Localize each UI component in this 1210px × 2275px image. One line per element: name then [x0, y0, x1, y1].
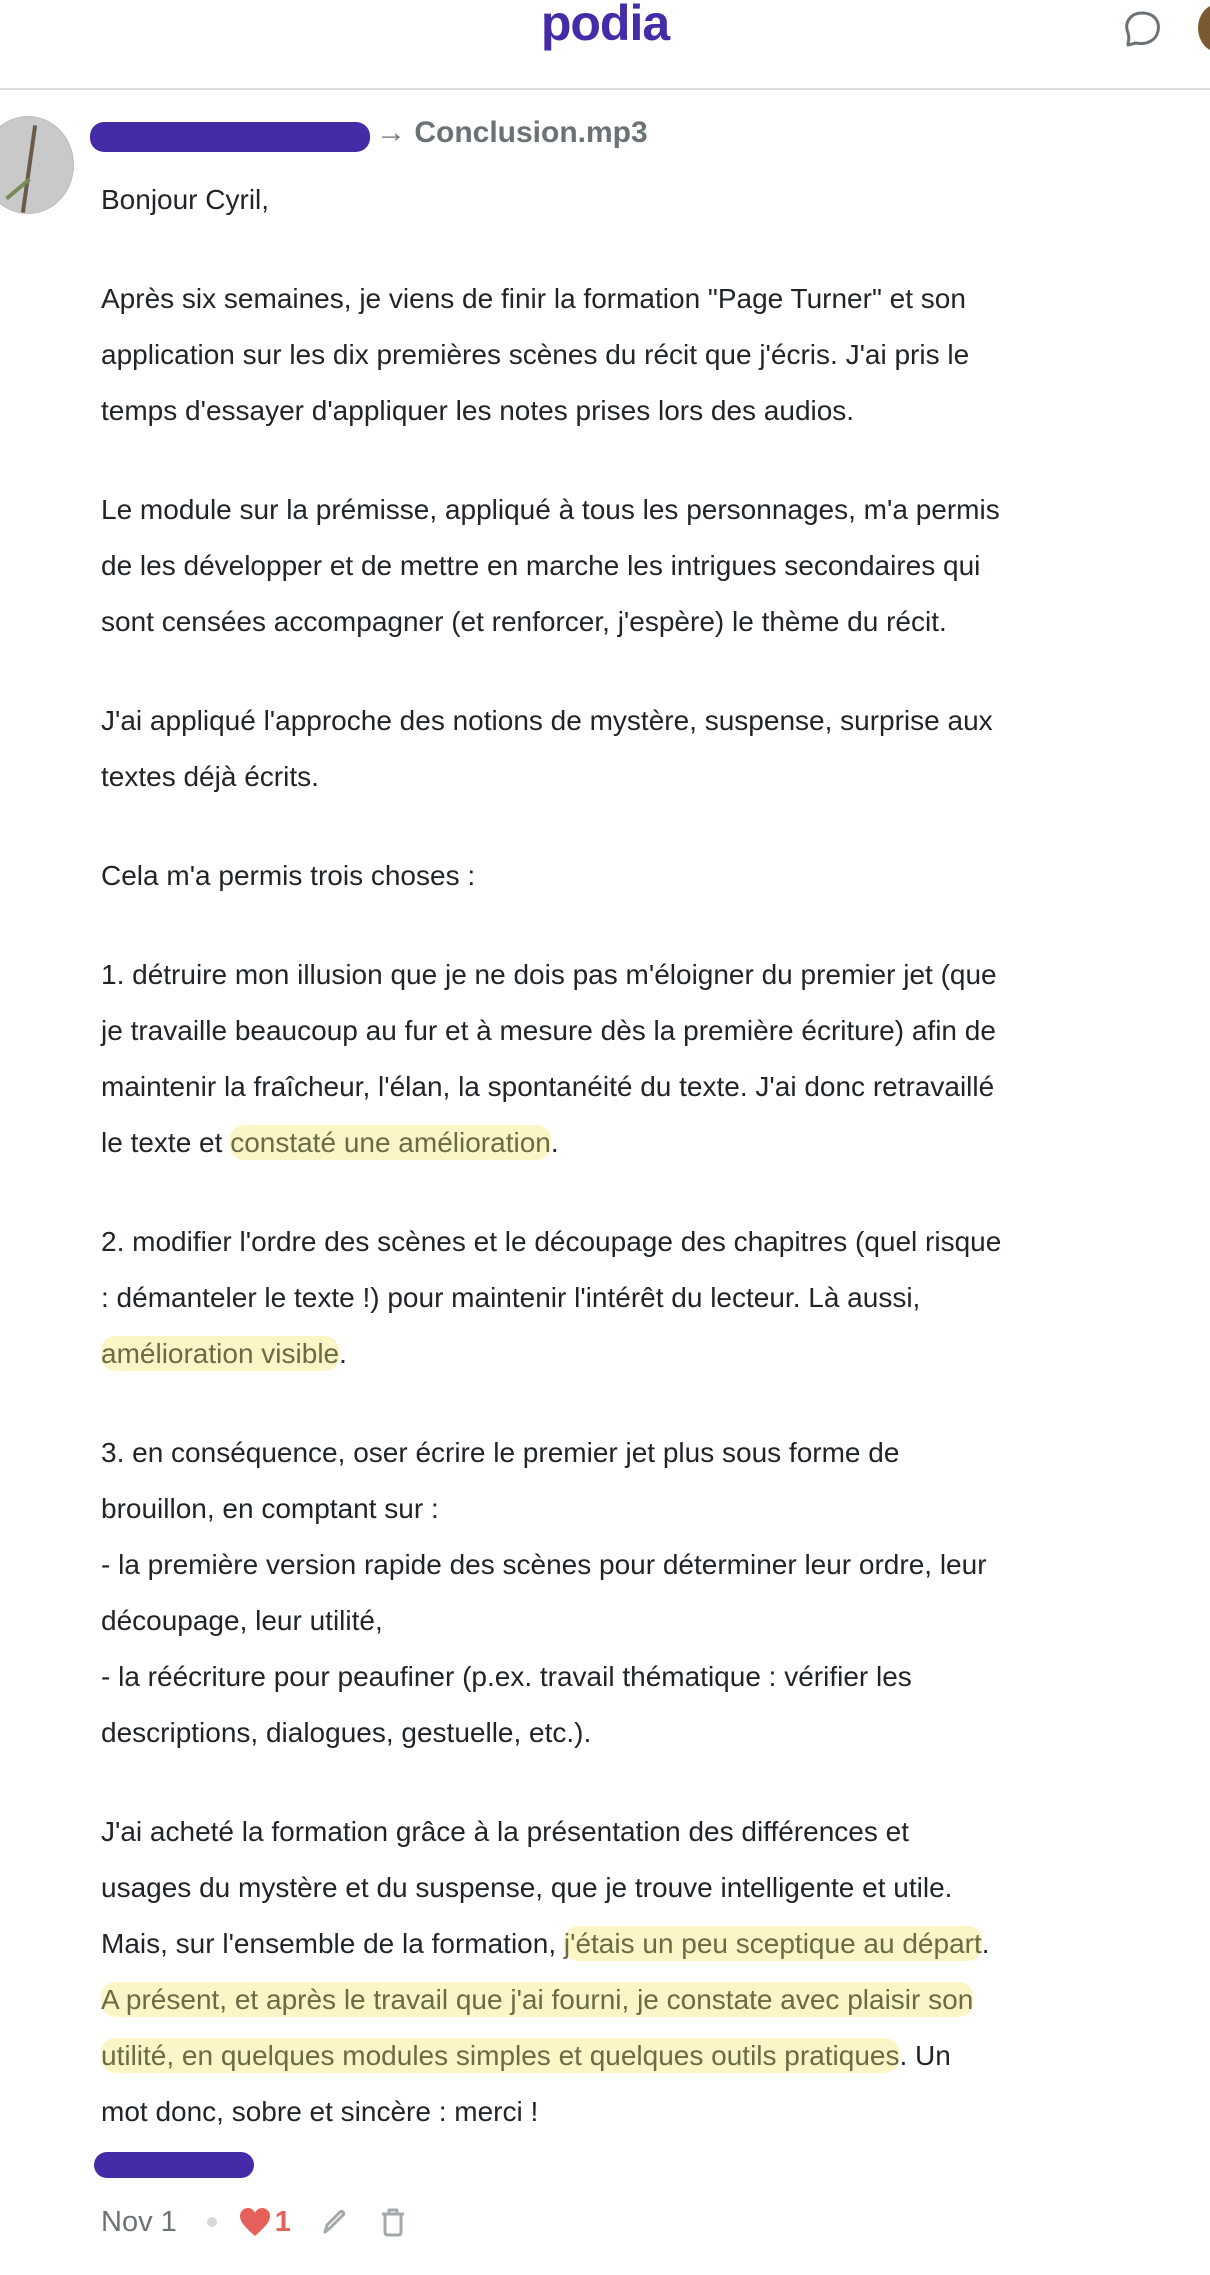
heart-icon [239, 2207, 271, 2237]
chat-bubble-icon[interactable] [1120, 7, 1164, 51]
text-line [101, 1804, 1206, 1860]
text-line [101, 1425, 1206, 1481]
text-segment: 3. en conséquence, oser écrire le premier jet plus sous forme de [101, 1437, 900, 1468]
text-segment: je travaille beaucoup au fur et à mesure dès la première écriture) afin de [101, 1015, 996, 1046]
text-segment: - la réécriture pour peaufiner (p.ex. travail thématique : vérifier les [101, 1661, 912, 1692]
trash-icon [379, 2207, 407, 2237]
post-body [101, 172, 1206, 2183]
text-segment: maintenir la fraîcheur, l'élan, la spontanéité du texte. J'ai donc retravaillé [101, 1071, 995, 1102]
text-line [101, 594, 1206, 650]
text-line [101, 1649, 1206, 1705]
highlighted-text[interactable]: constaté une amélioration [230, 1127, 551, 1158]
text-segment: . [981, 1928, 990, 1959]
like-button[interactable] [239, 2206, 291, 2239]
text-line [101, 749, 1206, 805]
text-segment: J'ai appliqué l'approche des notions de mystère, suspense, surprise aux [101, 705, 993, 736]
separator-dot [207, 2217, 217, 2227]
highlighted-text[interactable]: j'étais un peu sceptique au départ [563, 1928, 982, 1959]
text-segment: J'ai acheté la formation grâce à la présentation des différences et [101, 1816, 909, 1847]
post-paragraph [101, 947, 1206, 1171]
edit-button[interactable] [321, 2208, 349, 2236]
delete-button[interactable] [379, 2207, 407, 2237]
text-line [101, 1593, 1206, 1649]
text-segment: application sur les dix premières scènes du récit que j'écris. J'ai pris le [101, 339, 970, 370]
highlighted-text[interactable]: A présent, et après le travail que j'ai fourni, je constate avec plaisir son [101, 1984, 974, 2015]
text-segment: textes déjà écrits. [101, 761, 319, 792]
text-line [101, 538, 1206, 594]
text-segment: Bonjour Cyril, [101, 184, 270, 215]
text-segment: brouillon, en comptant sur : [101, 1493, 439, 1524]
text-line [101, 1481, 1206, 1537]
text-line [101, 2028, 1206, 2084]
text-line [101, 1214, 1206, 1270]
highlighted-text[interactable]: utilité, en quelques modules simples et quelques outils pratiques [101, 2040, 900, 2071]
text-line [101, 1115, 1206, 1171]
post-paragraph [101, 1214, 1206, 1382]
post-paragraph [101, 693, 1206, 805]
text-segment: Cela m'a permis trois choses : [101, 860, 476, 891]
text-segment: mot donc, sobre et sincère : merci ! [101, 2096, 539, 2127]
post-date: Nov 1 [101, 2205, 177, 2238]
text-segment: Après six semaines, je viens de finir la formation "Page Turner" et son [101, 283, 966, 314]
highlighted-text[interactable]: amélioration visible [101, 1338, 340, 1369]
text-line [101, 1972, 1206, 2028]
text-line [101, 693, 1206, 749]
text-line [101, 1916, 1206, 1972]
post-paragraph [101, 271, 1206, 439]
post-paragraph [101, 172, 1206, 228]
text-segment: de les développer et de mettre en marche les intrigues secondaires qui [101, 550, 981, 581]
text-line [101, 947, 1206, 1003]
text-line [101, 2084, 1206, 2140]
text-line [101, 1059, 1206, 1115]
text-segment: Mais, sur l'ensemble de la formation, [101, 1928, 564, 1959]
post-paragraph [101, 848, 1206, 904]
text-line [101, 482, 1206, 538]
text-segment: 2. modifier l'ordre des scènes et le découpage des chapitres (quel risque [101, 1226, 1002, 1257]
text-segment: sont censées accompagner (et renforcer, j'espère) le thème du récit. [101, 606, 947, 637]
top-header [0, 0, 1210, 90]
pencil-icon [321, 2208, 349, 2236]
signature-redacted [94, 2152, 254, 2178]
text-line [101, 327, 1206, 383]
text-segment: . [550, 1127, 559, 1158]
text-line [101, 172, 1206, 228]
author-name-redacted [90, 122, 370, 152]
text-line [101, 848, 1206, 904]
post-paragraph [101, 1804, 1206, 2140]
text-segment: . [339, 1338, 347, 1369]
text-line [101, 1003, 1206, 1059]
text-segment: découpage, leur utilité, [101, 1605, 383, 1636]
text-line [101, 1705, 1206, 1761]
podia-logo[interactable]: podia [540, 0, 670, 51]
text-segment: : démanteler le texte !) pour maintenir l'intérêt du lecteur. Là aussi, [101, 1282, 921, 1313]
post-target-link[interactable]: → Conclusion.mp3 [376, 116, 648, 149]
text-segment: - la première version rapide des scènes pour déterminer leur ordre, leur [101, 1549, 987, 1580]
text-line [101, 1860, 1206, 1916]
text-segment: . Un [899, 2040, 951, 2071]
post-footer [101, 2200, 407, 2244]
text-line [101, 1326, 1206, 1382]
author-avatar[interactable] [0, 116, 74, 214]
text-segment: Le module sur la prémisse, appliqué à tous les personnages, m'a permis [101, 494, 1000, 525]
text-segment: temps d'essayer d'appliquer les notes prises lors des audios. [101, 395, 855, 426]
text-segment: 1. détruire mon illusion que je ne dois pas m'éloigner du premier jet (que [101, 959, 997, 990]
text-line [101, 1537, 1206, 1593]
post-paragraph [101, 1425, 1206, 1761]
text-segment: le texte et [101, 1127, 231, 1158]
post-paragraph [101, 482, 1206, 650]
text-line [101, 383, 1206, 439]
text-line [101, 271, 1206, 327]
text-segment: descriptions, dialogues, gestuelle, etc.). [101, 1717, 592, 1748]
text-line [101, 1270, 1206, 1326]
like-count: 1 [274, 2205, 291, 2238]
text-segment: usages du mystère et du suspense, que je trouve intelligente et utile. [101, 1872, 953, 1903]
